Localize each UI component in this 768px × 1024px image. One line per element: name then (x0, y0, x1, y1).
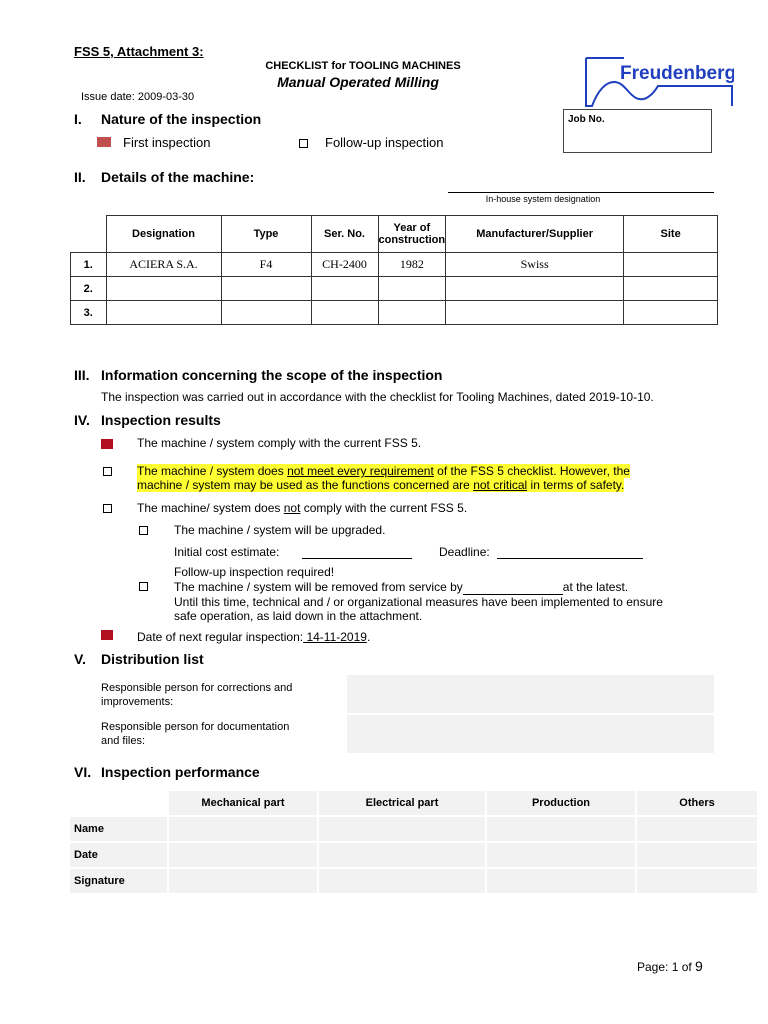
scope-text: The inspection was carried out in accordance with the checklist for Tooling Machines, dated 2019-10-10. (101, 390, 654, 404)
inhouse-designation-label: In-house system designation (485, 194, 601, 204)
table-row (71, 253, 718, 277)
section-2-title: Details of the machine: (101, 169, 255, 185)
next-inspection-text: Date of next regular inspection: (137, 630, 304, 644)
table-row (70, 817, 757, 841)
section-2-number: II. (74, 169, 86, 185)
not-comply-label (137, 501, 467, 515)
not-meet-text-d: machine / system may be used as the functions concerned are (137, 478, 474, 492)
not-meet-text-e: not critical (473, 478, 528, 492)
logo-text: Freudenberg (620, 63, 734, 84)
cell-year[interactable]: 1982 (378, 253, 446, 277)
issue-date: Issue date: 2009-03-30 (81, 91, 195, 103)
cell-designation[interactable]: ACIERA S.A. (106, 253, 221, 277)
not-meet-text-a: The machine / system does (137, 464, 288, 478)
table-header-row (71, 216, 718, 253)
row-number: 2. (71, 277, 107, 301)
cell-serno[interactable]: CH-2400 (311, 253, 378, 277)
row-label-name: Name (70, 817, 167, 841)
corrections-person-field[interactable] (347, 675, 714, 713)
cell-signature-electrical[interactable] (319, 869, 485, 893)
cell-site[interactable] (624, 301, 718, 325)
col-manufacturer: Manufacturer/Supplier (446, 216, 624, 253)
removed-text-b: at the latest. (562, 580, 629, 594)
section-6-number: VI. (74, 764, 92, 780)
next-inspection-checkbox[interactable] (101, 630, 113, 640)
followup-required-label: Follow-up inspection required! (174, 565, 335, 579)
cell-type[interactable] (221, 301, 311, 325)
cell-serno[interactable] (311, 301, 378, 325)
cell-name-electrical[interactable] (319, 817, 485, 841)
documentation-person-field[interactable] (347, 715, 714, 753)
inhouse-designation-line[interactable] (448, 192, 714, 193)
not-meet-label (137, 464, 630, 492)
page-total: 9 (695, 958, 703, 974)
removed-checkbox[interactable] (139, 582, 148, 591)
corrections-person-label (101, 681, 292, 709)
document-reference: FSS 5, Attachment 3: (74, 44, 204, 59)
documentation-line-1: Responsible person for documentation (101, 721, 290, 733)
job-number-box[interactable] (563, 109, 712, 153)
not-comply-text-b: not (283, 501, 301, 515)
table-row (71, 277, 718, 301)
deadline-label: Deadline: (439, 545, 490, 559)
row-label-date: Date (70, 843, 167, 867)
cell-designation[interactable] (106, 301, 221, 325)
upgraded-label: The machine / system will be upgraded. (174, 523, 386, 537)
cell-designation[interactable] (106, 277, 221, 301)
job-number-label: Job No. (568, 114, 605, 125)
cell-name-production[interactable] (487, 817, 635, 841)
next-inspection-label (137, 630, 370, 644)
removed-date-field[interactable] (463, 580, 563, 595)
cell-date-mechanical[interactable] (169, 843, 317, 867)
col-electrical: Electrical part (319, 791, 485, 815)
cell-site[interactable] (624, 253, 718, 277)
comply-checkbox[interactable] (101, 439, 113, 449)
document-subtitle: Manual Operated Milling (277, 74, 439, 90)
cell-date-electrical[interactable] (319, 843, 485, 867)
col-year-line2: construction (378, 234, 446, 246)
section-5-number: V. (74, 651, 86, 667)
cost-estimate-label: Initial cost estimate: (174, 545, 280, 559)
not-meet-checkbox[interactable] (103, 467, 112, 476)
followup-inspection-label: Follow-up inspection (325, 135, 444, 150)
section-6-title: Inspection performance (101, 764, 260, 780)
not-comply-checkbox[interactable] (103, 504, 112, 513)
col-year-line1: Year of (393, 222, 431, 234)
next-inspection-period: . (366, 630, 371, 644)
section-4-title: Inspection results (101, 412, 221, 428)
perf-corner (70, 791, 167, 815)
section-1-heading (74, 111, 262, 127)
deadline-field[interactable] (497, 558, 643, 559)
corrections-line-1: Responsible person for corrections and (101, 682, 293, 694)
not-comply-text-c: comply with the current FSS 5. (300, 501, 468, 515)
cell-date-others[interactable] (637, 843, 757, 867)
col-others: Others (637, 791, 757, 815)
cost-estimate-field[interactable] (302, 558, 412, 559)
cell-date-production[interactable] (487, 843, 635, 867)
row-number: 3. (71, 301, 107, 325)
section-3-heading (74, 367, 443, 383)
col-designation: Designation (106, 216, 221, 253)
documentation-person-label (101, 720, 289, 748)
page-indicator (637, 958, 703, 974)
removed-text-a: The machine / system will be removed from service by (174, 580, 463, 594)
first-inspection-checkbox[interactable] (97, 137, 111, 147)
section-4-heading (74, 412, 221, 428)
documentation-line-2: and files: (101, 735, 146, 747)
followup-inspection-checkbox[interactable] (299, 139, 308, 148)
cell-name-others[interactable] (637, 817, 757, 841)
cell-year[interactable] (378, 277, 446, 301)
until-line-1: Until this time, technical and / or organizational measures have been implemented to ensure (174, 595, 663, 609)
col-serno: Ser. No. (311, 216, 378, 253)
cell-year[interactable] (378, 301, 446, 325)
table-corner (71, 216, 107, 253)
not-meet-text-c: of the FSS 5 checklist. However, the (433, 464, 630, 478)
cell-signature-others[interactable] (637, 869, 757, 893)
section-5-heading (74, 651, 204, 667)
document-title: CHECKLIST for TOOLING MACHINES (265, 60, 461, 72)
col-mechanical: Mechanical part (169, 791, 317, 815)
table-row (70, 843, 757, 867)
cell-signature-production[interactable] (487, 869, 635, 893)
section-3-title: Information concerning the scope of the inspection (101, 367, 443, 383)
cell-name-mechanical[interactable] (169, 817, 317, 841)
cell-serno[interactable] (311, 277, 378, 301)
comply-label: The machine / system comply with the current FSS 5. (137, 436, 422, 450)
machine-details-table (70, 215, 718, 325)
inspection-performance-table (68, 789, 759, 895)
section-1-title: Nature of the inspection (101, 111, 262, 127)
not-comply-text-a: The machine/ system does (137, 501, 284, 515)
cell-manufacturer[interactable]: Swiss (446, 253, 624, 277)
not-meet-text-f: in terms of safety. (527, 478, 625, 492)
cell-manufacturer[interactable] (446, 301, 624, 325)
upgraded-checkbox[interactable] (139, 526, 148, 535)
col-type: Type (221, 216, 311, 253)
row-label-signature: Signature (70, 869, 167, 893)
table-row (70, 869, 757, 893)
cell-type[interactable] (221, 277, 311, 301)
not-meet-text-b: not meet every requirement (287, 464, 434, 478)
perf-header-row (70, 791, 757, 815)
page-label: Page: 1 of (637, 960, 696, 974)
table-row (71, 301, 718, 325)
cell-signature-mechanical[interactable] (169, 869, 317, 893)
freudenberg-logo (584, 56, 734, 110)
section-2-heading (74, 169, 255, 185)
section-4-number: IV. (74, 412, 90, 428)
first-inspection-label: First inspection (123, 135, 211, 150)
section-3-number: III. (74, 367, 90, 383)
col-site: Site (624, 216, 718, 253)
section-6-heading (74, 764, 260, 780)
cell-site[interactable] (624, 277, 718, 301)
section-5-title: Distribution list (101, 651, 204, 667)
cell-type[interactable]: F4 (221, 253, 311, 277)
col-production: Production (487, 791, 635, 815)
cell-manufacturer[interactable] (446, 277, 624, 301)
until-text (174, 595, 663, 623)
section-1-number: I. (74, 111, 82, 127)
until-line-2: safe operation, as laid down in the attachment. (174, 609, 423, 623)
next-inspection-date[interactable]: 14-11-2019 (303, 630, 367, 644)
corrections-line-2: improvements: (101, 696, 174, 708)
row-number: 1. (71, 253, 107, 277)
removed-label (174, 580, 628, 595)
col-year (378, 216, 446, 253)
